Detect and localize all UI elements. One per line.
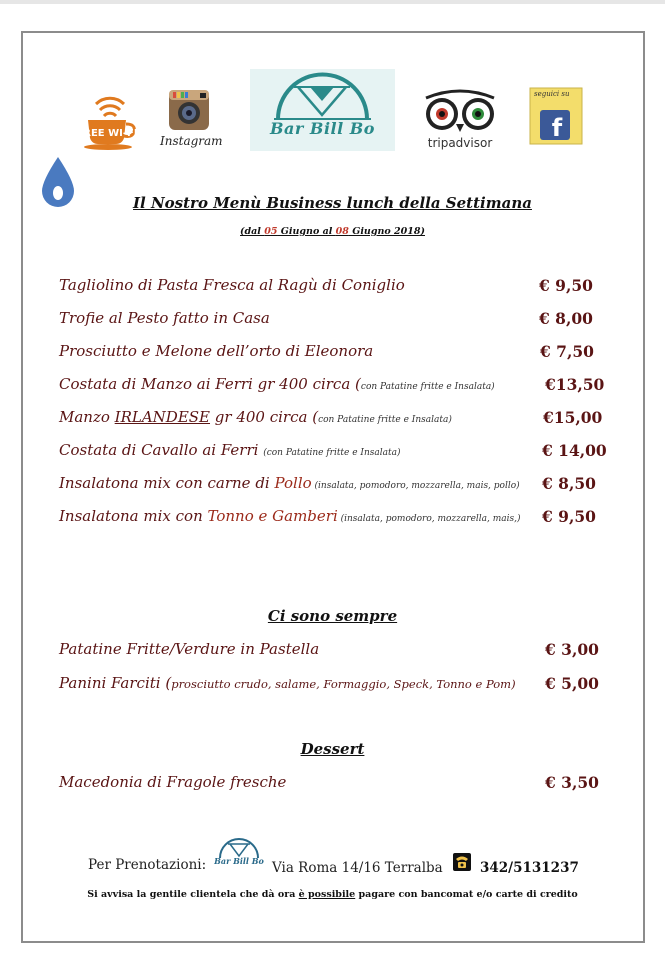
facebook-label: seguici su xyxy=(534,90,570,98)
item-name: Tagliolino di Pasta Fresca al Ragù di Coniglio xyxy=(59,276,405,294)
date-range xyxy=(0,226,665,237)
section-title-dessert: Dessert xyxy=(300,740,365,758)
svg-text:f: f xyxy=(551,114,563,142)
item-note: prosciutto crudo, salame, Formaggio, Speck, Tonno e Pom) xyxy=(171,677,516,691)
item-name: Manzo xyxy=(59,408,115,426)
top-divider xyxy=(0,0,665,4)
menu-title: Il Nostro Menù Business lunch della Settimana xyxy=(133,194,532,212)
notice-prefix: Si avvisa la gentile clientela che dà ora xyxy=(87,889,299,900)
item-price: € 8,00 xyxy=(539,309,593,328)
item-name: Trofie al Pesto fatto in Casa xyxy=(59,309,270,327)
notice-underlined: è possibile xyxy=(298,889,356,900)
svg-text:FREE WI-FI: FREE WI-FI xyxy=(82,128,138,139)
item-price: € 8,50 xyxy=(542,474,596,493)
item-name-highlight: Tonno e Gamberi xyxy=(207,507,338,525)
menu-item xyxy=(59,276,405,294)
date-end: 08 xyxy=(335,226,349,237)
menu-item xyxy=(59,342,373,360)
item-name: Insalatona mix con carne di xyxy=(59,474,275,492)
payment-notice xyxy=(0,889,665,900)
item-note: con Patatine fritte e Insalata) xyxy=(318,415,452,425)
item-price: € 14,00 xyxy=(542,441,607,460)
notice-suffix: pagare con bancomat e/o carte di credito xyxy=(355,889,578,900)
menu-item xyxy=(59,375,495,393)
menu-item xyxy=(59,474,520,492)
date-middle: Giugno al xyxy=(277,226,336,237)
telephone-icon xyxy=(452,852,472,872)
item-name: Costata di Manzo ai Ferri gr 400 circa ( xyxy=(59,375,361,393)
item-name: Prosciutto e Melone dell’orto di Eleonora xyxy=(59,342,374,360)
facebook-icon xyxy=(528,86,584,146)
wifi-cup-icon xyxy=(82,92,138,152)
instagram-label: Instagram xyxy=(160,134,223,148)
item-name-highlight: Pollo xyxy=(274,474,312,492)
item-note: con Patatine fritte e Insalata) xyxy=(360,382,495,392)
item-name: Patatine Fritte/Verdure in Pastella xyxy=(59,640,320,658)
item-price: € 5,00 xyxy=(545,674,599,693)
menu-item xyxy=(59,408,452,426)
reservation-label: Per Prenotazioni: xyxy=(88,857,207,873)
menu-item xyxy=(59,441,401,459)
item-note: (insalata, pomodoro, mozzarella, mais,) xyxy=(337,514,521,524)
footer-logo xyxy=(210,838,268,872)
item-price: € 3,50 xyxy=(545,773,599,792)
date-start: 05 xyxy=(264,226,278,237)
item-note: (con Patatine fritte e Insalata) xyxy=(263,448,401,458)
menu-item xyxy=(59,674,516,692)
tripadvisor-label: tripadvisor xyxy=(427,136,493,150)
item-name: Macedonia di Fragole fresche xyxy=(59,773,287,791)
section-title-always: Ci sono sempre xyxy=(267,607,398,625)
item-price: €13,50 xyxy=(545,375,605,394)
item-name-suffix: gr 400 circa ( xyxy=(210,408,319,426)
bar-logo xyxy=(250,69,395,151)
menu-item xyxy=(59,773,286,791)
phone-number: 342/5131237 xyxy=(480,860,579,876)
item-price: €15,00 xyxy=(543,408,603,427)
menu-item xyxy=(59,507,521,525)
instagram-icon xyxy=(160,88,223,152)
item-note: (insalata, pomodoro, mozzarella, mais, pollo) xyxy=(311,481,520,491)
item-price: € 3,00 xyxy=(545,640,599,659)
logo-text: Bar Bill Bo xyxy=(270,119,375,138)
menu-item xyxy=(59,309,270,327)
menu-item xyxy=(59,640,319,658)
address: Via Roma 14/16 Terralba xyxy=(272,860,443,876)
date-suffix: Giugno 2018) xyxy=(348,226,425,237)
item-price: € 9,50 xyxy=(539,276,593,295)
date-prefix: (dal xyxy=(240,226,265,237)
item-price: € 7,50 xyxy=(540,342,594,361)
tripadvisor-owl-icon xyxy=(420,88,500,154)
item-price: € 9,50 xyxy=(542,507,596,526)
item-name-underlined: IRLANDESE xyxy=(114,408,211,426)
item-name: Costata di Cavallo ai Ferri xyxy=(59,441,264,459)
item-name: Panini Farciti ( xyxy=(59,674,172,692)
item-name: Insalatona mix con xyxy=(59,507,208,525)
footer-logo-text: Bar Bill Bo xyxy=(214,856,264,866)
